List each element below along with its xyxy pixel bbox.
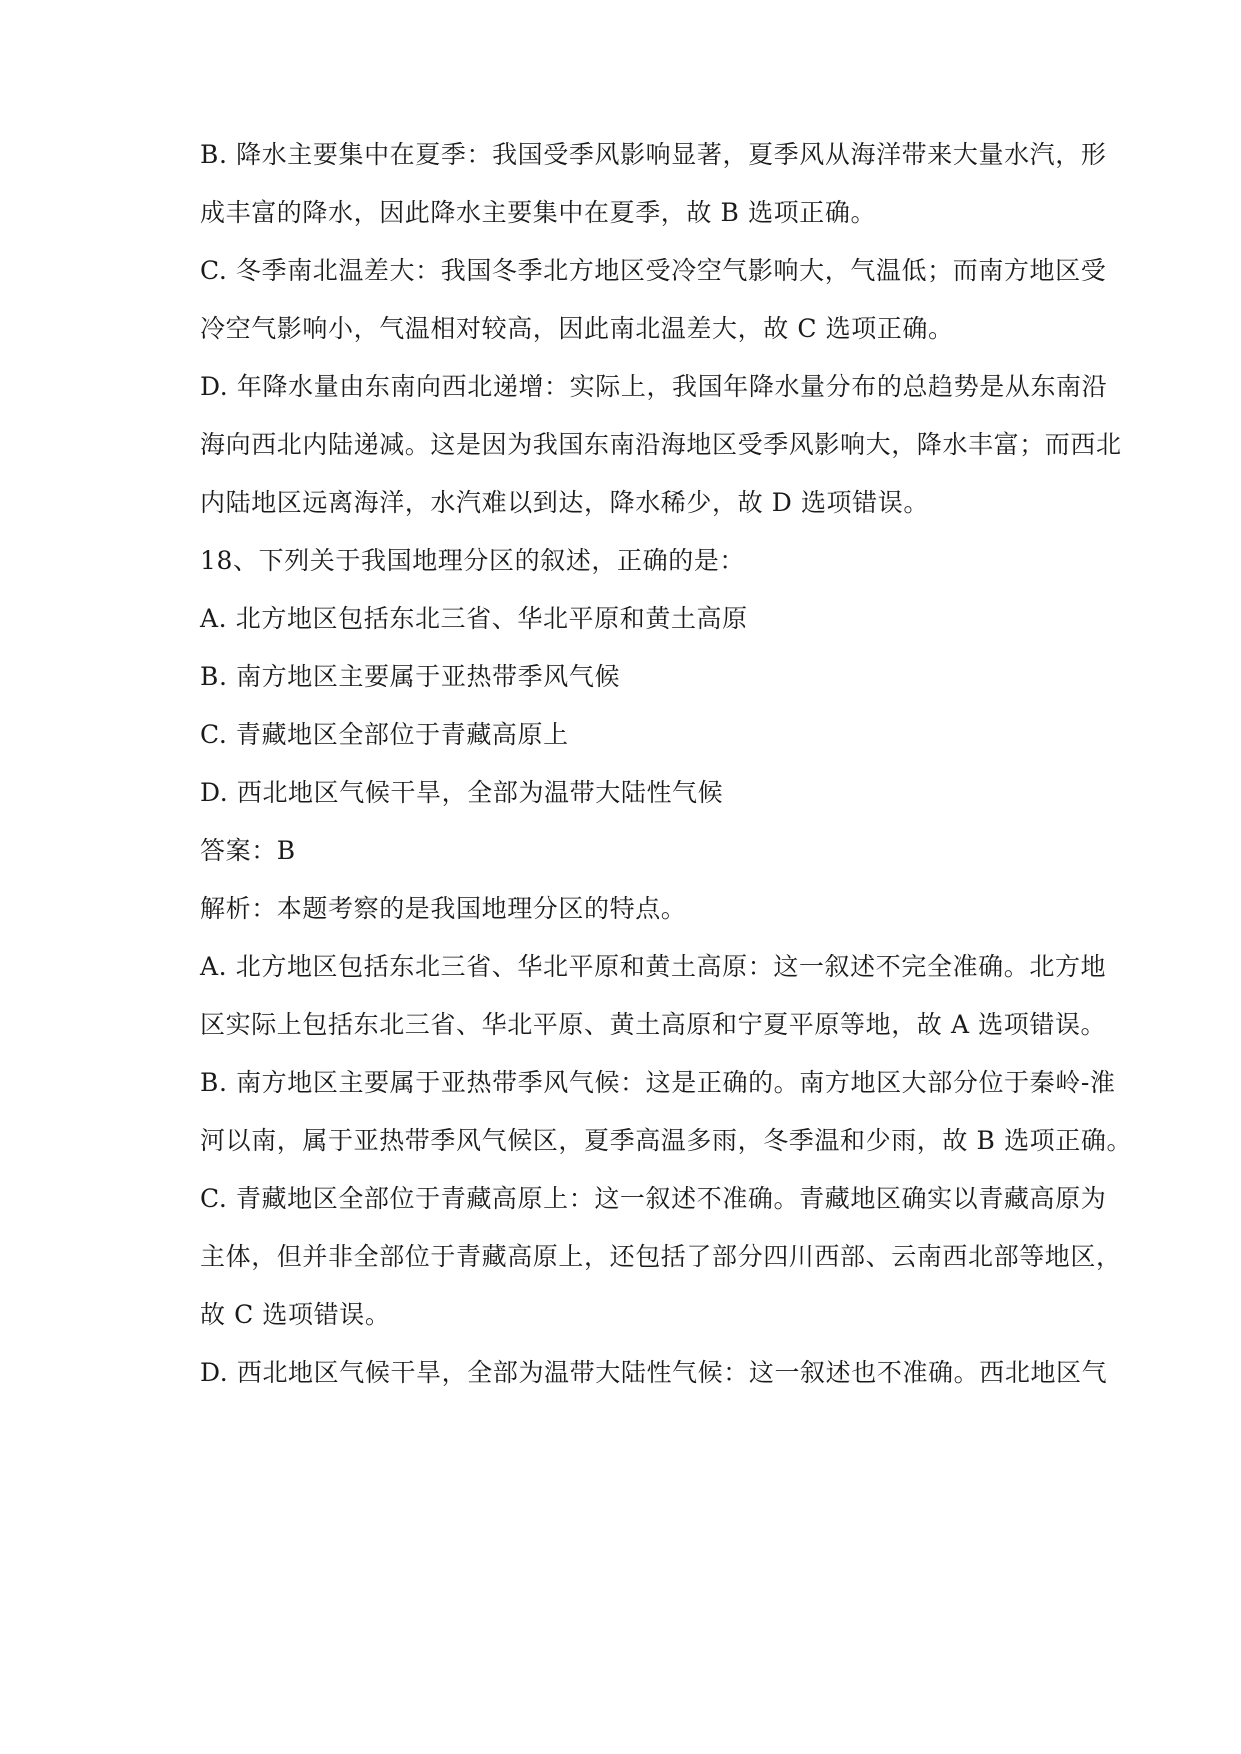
analysis-intro: 解析：本题考察的是我国地理分区的特点。 xyxy=(200,894,687,923)
option-d: D. 西北地区气候干旱，全部为温带大陆性气候 xyxy=(200,778,724,807)
answer: 答案：B xyxy=(200,836,296,865)
text-line: D. 西北地区气候干旱，全部为温带大陆性气候：这一叙述也不准确。西北地区气 xyxy=(200,1358,1108,1387)
text-line: C. 青藏地区全部位于青藏高原上：这一叙述不准确。青藏地区确实以青藏高原为 xyxy=(200,1184,1107,1213)
option-b: B. 南方地区主要属于亚热带季风气候 xyxy=(200,662,621,691)
text-line: 海向西北内陆递减。这是因为我国东南沿海地区受季风影响大，降水丰富；而西北 xyxy=(200,430,1122,459)
text-line: A. 北方地区包括东北三省、华北平原和黄土高原：这一叙述不完全准确。北方地 xyxy=(200,952,1107,981)
option-c: C. 青藏地区全部位于青藏高原上 xyxy=(200,720,569,749)
option-a: A. 北方地区包括东北三省、华北平原和黄土高原 xyxy=(200,604,748,633)
text-line: 故 C 选项错误。 xyxy=(200,1300,391,1329)
text-line: 冷空气影响小，气温相对较高，因此南北温差大，故 C 选项正确。 xyxy=(200,314,954,343)
text-line: 内陆地区远离海洋，水汽难以到达，降水稀少，故 D 选项错误。 xyxy=(200,488,929,517)
text-line: D. 年降水量由东南向西北递增：实际上，我国年降水量分布的总趋势是从东南沿 xyxy=(200,372,1108,401)
text-line: B. 南方地区主要属于亚热带季风气候：这是正确的。南方地区大部分位于秦岭-淮 xyxy=(200,1068,1116,1097)
text-line: 主体，但并非全部位于青藏高原上，还包括了部分四川西部、云南西北部等地区， xyxy=(200,1242,1122,1271)
text-line: C. 冬季南北温差大：我国冬季北方地区受冷空气影响大，气温低；而南方地区受 xyxy=(200,256,1107,285)
text-line: 成丰富的降水，因此降水主要集中在夏季，故 B 选项正确。 xyxy=(200,198,877,227)
text-line: 河以南，属于亚热带季风气候区，夏季高温多雨，冬季温和少雨，故 B 选项正确。 xyxy=(200,1126,1133,1155)
text-line: B. 降水主要集中在夏季：我国受季风影响显著，夏季风从海洋带来大量水汽，形 xyxy=(200,140,1107,169)
question-heading: 18、下列关于我国地理分区的叙述，正确的是： xyxy=(200,546,746,575)
text-line: 区实际上包括东北三省、华北平原、黄土高原和宁夏平原等地，故 A 选项错误。 xyxy=(200,1010,1107,1039)
